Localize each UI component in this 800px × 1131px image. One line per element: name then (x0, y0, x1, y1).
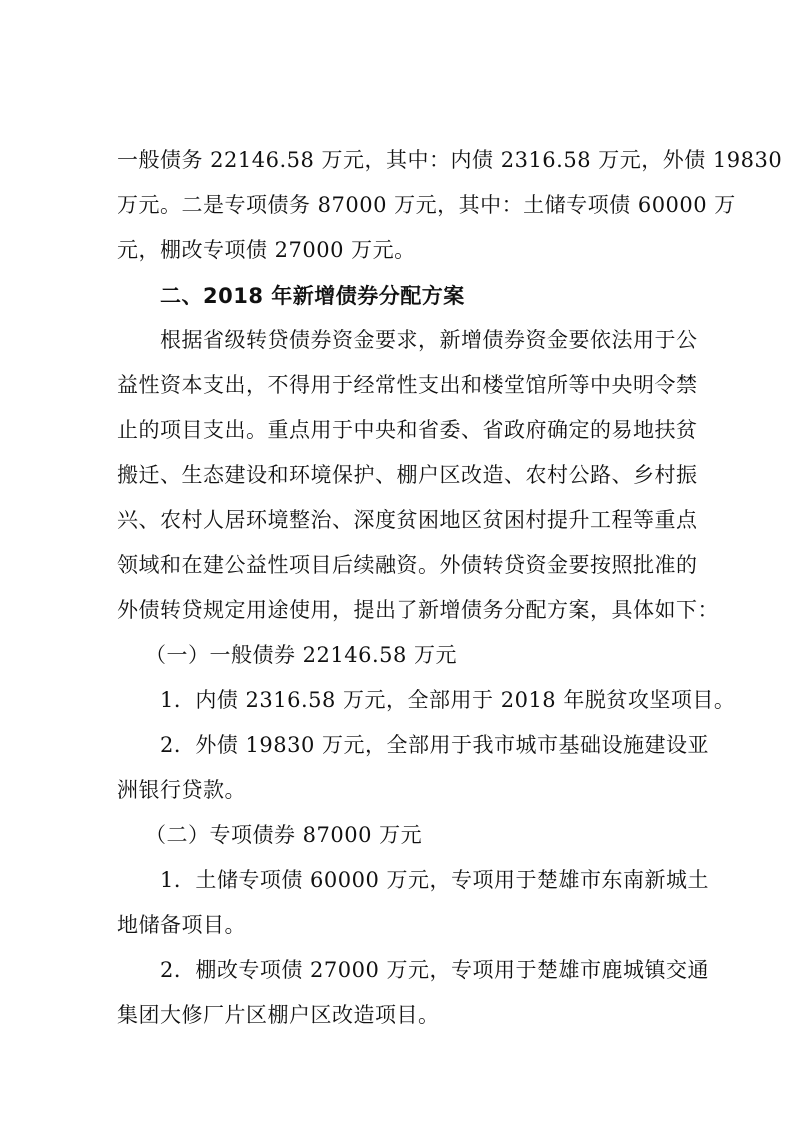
list-item-continuation: 洲银行贷款。 (117, 778, 246, 802)
list-item-continuation: 地储备项目。 (117, 913, 246, 937)
paragraph-line: 兴、农村人居环境整治、深度贫困地区贫困村提升工程等重点 (117, 508, 698, 532)
section-heading: 二、2018 年新增债券分配方案 (160, 284, 465, 308)
list-item: 2．外债 19830 万元，全部用于我市城市基础设施建设亚 (160, 733, 710, 757)
paragraph-line: 根据省级转贷债券资金要求，新增债券资金要依法用于公 (160, 328, 698, 352)
paragraph-line: 领域和在建公益性项目后续融资。外债转贷资金要按照批准的 (117, 553, 698, 577)
subsection-heading: （二）专项债券 87000 万元 (145, 823, 423, 847)
paragraph-line: 止的项目支出。重点用于中央和省委、省政府确定的易地扶贫 (117, 418, 698, 442)
list-item: 1．内债 2316.58 万元，全部用于 2018 年脱贫攻坚项目。 (160, 688, 736, 712)
list-item: 1．土储专项债 60000 万元，专项用于楚雄市东南新城土 (160, 868, 710, 892)
paragraph-line: 元，棚改专项债 27000 万元。 (117, 238, 416, 262)
paragraph-line: 搬迁、生态建设和环境保护、棚户区改造、农村公路、乡村振 (117, 463, 698, 487)
paragraph-line: 益性资本支出，不得用于经常性支出和楼堂馆所等中央明令禁 (117, 373, 698, 397)
subsection-heading: （一）一般债券 22146.58 万元 (145, 643, 458, 667)
paragraph-line: 一般债务 22146.58 万元，其中：内债 2316.58 万元，外债 19830 (117, 148, 783, 172)
paragraph-line: 万元。二是专项债务 87000 万元，其中：土储专项债 60000 万 (117, 193, 736, 217)
list-item-continuation: 集团大修厂片区棚户区改造项目。 (117, 1003, 440, 1027)
list-item: 2．棚改专项债 27000 万元，专项用于楚雄市鹿城镇交通 (160, 958, 710, 982)
paragraph-line: 外债转贷规定用途使用，提出了新增债务分配方案，具体如下： (117, 598, 719, 622)
